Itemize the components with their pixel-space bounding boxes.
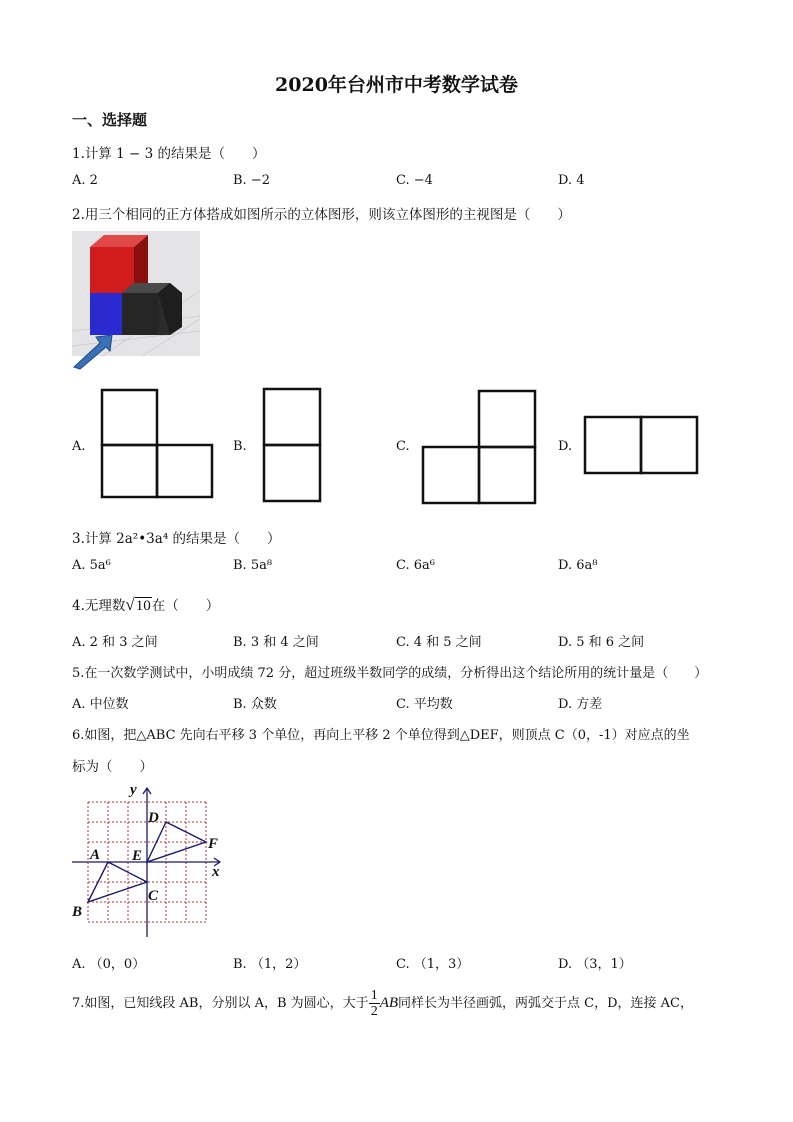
page-title: 2020年台州市中考数学试卷 — [275, 74, 518, 96]
q4-text-suffix: 在（ ） — [151, 598, 220, 614]
point-b-label: B — [72, 904, 83, 920]
q2-option-c-figure — [421, 389, 539, 505]
q2-option-b-figure — [262, 387, 324, 503]
q5-option-d: D. 方差 — [558, 697, 603, 712]
q2-option-a: A. — [72, 439, 86, 454]
q4-option-c: C. 4 和 5 之间 — [396, 635, 482, 650]
q1-option-a: A. 2 — [72, 173, 98, 188]
q2-option-a-figure — [100, 388, 216, 500]
question-1-text: 1.计算 1 − 3 的结果是（ ） — [72, 146, 266, 162]
q2-option-c: C. — [396, 439, 410, 454]
q4-option-a: A. 2 和 3 之间 — [72, 635, 158, 650]
point-f-label: F — [208, 836, 219, 852]
y-axis-label: y — [130, 782, 137, 798]
question-3-text: 3.计算 2a²•3a⁴ 的结果是（ ） — [72, 531, 281, 547]
question-5-text: 5.在一次数学测试中，小明成绩 72 分，超过班级半数同学的成绩，分析得出这个结论所用的统计量是（ ） — [72, 666, 708, 681]
q7-fraction-numerator: 1 — [370, 988, 378, 1003]
q1-option-b: B. −2 — [233, 173, 270, 188]
point-d-label: D — [148, 810, 159, 826]
coordinate-graph — [70, 782, 230, 942]
q4-option-d: D. 5 和 6 之间 — [558, 635, 645, 650]
section-heading: 一、选择题 — [72, 111, 148, 129]
q6-option-b: B. （1，2） — [233, 957, 307, 972]
question-7-text — [72, 984, 693, 1023]
question-6-line-2: 标为（ ） — [72, 759, 153, 775]
q7-segment-ab: AB — [379, 995, 399, 1011]
question-4-text — [72, 594, 219, 615]
q7-text-suffix: 同样长为半径画弧，两弧交于点 C，D，连接 AC， — [398, 996, 693, 1011]
q7-text-prefix: 7.如图，已知线段 AB，分别以 A，B 为圆心，大于 — [72, 996, 369, 1011]
q3-option-c: C. 6a⁶ — [396, 558, 435, 573]
question-6-line-1: 6.如图，把△ABC 先向右平移 3 个单位，再向上平移 2 个单位得到△DEF，则顶点 C（0，-1）对应点的坐 — [72, 728, 690, 743]
q5-option-c: C. 平均数 — [396, 697, 453, 712]
q4-option-b: B. 3 和 4 之间 — [233, 635, 319, 650]
q2-option-b: B. — [233, 439, 247, 454]
q6-option-a: A. （0，0） — [72, 957, 146, 972]
q3-option-a: A. 5a⁶ — [72, 558, 111, 573]
point-e-label: E — [132, 848, 143, 864]
cube-figure-image — [72, 231, 200, 369]
q3-option-d: D. 6a⁸ — [558, 558, 598, 573]
point-a-label: A — [90, 847, 101, 863]
q2-option-d: D. — [558, 439, 573, 454]
sqrt-symbol: √ — [125, 595, 135, 614]
question-2-text: 2.用三个相同的正方体搭成如图所示的立体图形，则该立体图形的主视图是（ ） — [72, 207, 571, 223]
q7-fraction — [369, 988, 380, 1019]
q3-option-b: B. 5a⁸ — [233, 558, 273, 573]
q1-option-d: D. 4 — [558, 173, 585, 188]
q1-option-c: C. −4 — [396, 173, 433, 188]
q5-option-b: B. 众数 — [233, 697, 277, 712]
q5-option-a: A. 中位数 — [72, 697, 129, 712]
x-axis-label: x — [212, 864, 220, 880]
q7-fraction-denominator: 2 — [370, 1004, 378, 1019]
q4-radicand: 10 — [135, 598, 151, 614]
q2-option-d-figure — [583, 415, 699, 475]
q6-option-c: C. （1，3） — [396, 957, 470, 972]
q4-text-prefix: 4.无理数 — [72, 598, 126, 614]
point-c-label: C — [148, 888, 159, 904]
q6-option-d: D. （3，1） — [558, 957, 632, 972]
